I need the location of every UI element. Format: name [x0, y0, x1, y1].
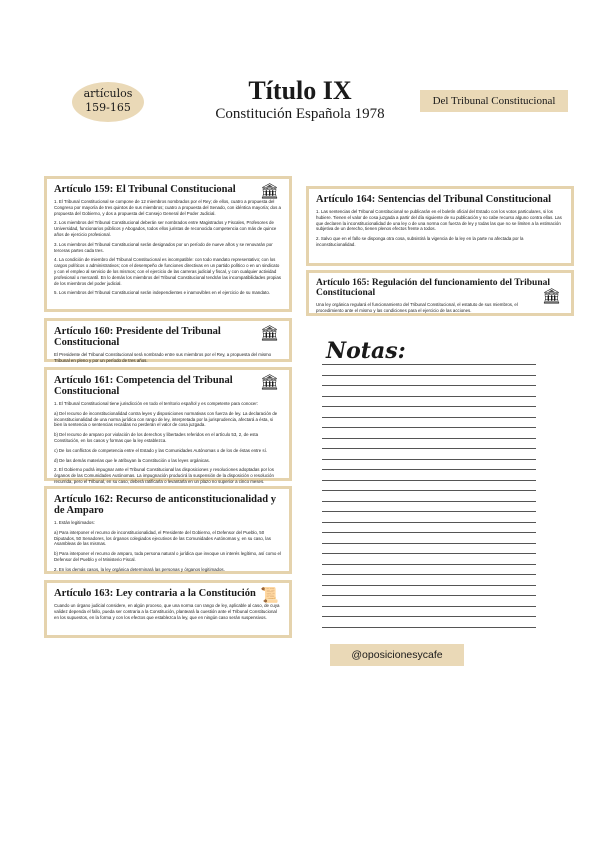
article-159-item: 2. Los miembros del Tribunal Constitucional deberán ser nombrados entre Magistrados y Fiscales, Profesores de Universidad, funcionarios públicos y Abogados, todos ellos juristas de reconocida competencia con más de quince años de ejercicio profesional.	[54, 220, 277, 237]
notes-line	[322, 438, 536, 439]
badge-line-2: 159-165	[85, 101, 131, 114]
notes-line	[322, 606, 536, 607]
notes-line	[322, 427, 536, 428]
article-159-item: 5. Los miembros del Tribunal Constitucional serán independientes e inamovibles en el ejercicio de su mandato.	[54, 290, 270, 296]
article-159-item: 1. El Tribunal Constitucional se compone de 12 miembros nombrados por el Rey; de ellos, cuatro a propuesta del Congreso por mayoría de tres quintos de sus miembros; cuatro a propuesta del Senado, con idéntica mayoría; dos a propuesta del Gobierno, y dos a propuesta del Consejo General del Poder Judicial.	[54, 199, 281, 216]
notes-line	[322, 543, 536, 544]
notes-line	[322, 459, 536, 460]
article-162-item: b) Para interponer el recurso de amparo, toda persona natural o jurídica que invoque un interés legítimo, así como el Defensor del Pueblo y el Ministerio Fiscal.	[54, 551, 281, 562]
article-164-item: 1. Las sentencias del Tribunal Constitucional se publicarán en el boletín oficial del Estado con los votos particulares, si los hubiere. Tienen el valor de cosa juzgada a partir del día siguiente de su publicación y no cabe recurso alguno contra ellas. Las que declaren la inconstitucionalidad de una ley o de una norma con fuerza de ley y todas las que no se limiten a la estimación subjetiva de un derecho, tienen plenos efectos frente a todos.	[316, 209, 562, 232]
article-161-item: 2. El Gobierno podrá impugnar ante el Tribunal Constitucional las disposiciones y resoluciones adoptadas por los órganos de las Comunidades Autónomas. La impugnación producirá la suspensión de la disposición o resolución recurrida, pero el Tribunal, en su caso, deberá ratificarla o levantarla en un plazo no superior a cinco meses.	[54, 467, 274, 484]
article-159-item: 4. La condición de miembro del Tribunal Constitucional es incompatible: con todo mandato representativo; con los cargos políticos o administrativos; con el desempeño de funciones directivas en un partido político o en un sindicato y con el empleo al servicio de los mismos; con el ejercicio de las carreras judicial y fiscal, y con cualquier actividad profesional o mercantil. En lo demás los miembros del Tribunal Constitucional tendrán las incompatibilidades propias de los miembros del poder judicial.	[54, 257, 281, 286]
social-handle: @oposicionesycafe	[330, 644, 464, 666]
notes-line	[322, 627, 536, 628]
article-161-item: c) De los conflictos de competencia entre el Estado y las Comunidades Autónomas o de los de éstas entre sí.	[54, 447, 268, 453]
notes-line	[322, 564, 536, 565]
notes-line	[322, 417, 536, 418]
article-161-item: a) Del recurso de inconstitucionalidad contra leyes y disposiciones normativas con fuerza de ley. La declaración de inconstitucionalidad de una norma jurídica con rango de ley, interpretada por la jurisprudencia, afectará a ésta, si bien la sentencia o sentencias recaídas no perderán el valor de cosa juzgada.	[54, 410, 278, 428]
card-article-160	[44, 318, 292, 362]
article-162-item: 2. En los demás casos, la ley orgánica determinará las personas y órganos legitimados.	[54, 566, 225, 572]
article-165-text: Una ley orgánica regulará el funcionamiento del Tribunal Constitucional, el estatuto de sus miembros, el procedimiento ante el mismo y las condiciones para el ejercicio de las acciones.	[316, 302, 518, 313]
article-164-title: Artículo 164: Sentencias del Tribunal Constitucional	[316, 194, 552, 205]
court-building-icon: 🏛	[259, 374, 279, 391]
notes-line	[322, 595, 536, 596]
notes-line	[322, 406, 536, 407]
card-article-159	[44, 176, 292, 312]
badge-line-1: artículos	[83, 87, 133, 100]
page-subtitle: Constitución Española 1978	[215, 106, 385, 122]
notes-title: Notas:	[326, 338, 406, 364]
notes-line	[322, 553, 536, 554]
article-163-title: Artículo 163: Ley contraria a la Constitución	[54, 588, 256, 599]
article-160-title: Artículo 160: Presidente del Tribunal Constitucional	[54, 326, 221, 348]
notes-line	[322, 469, 536, 470]
notes-line	[322, 532, 536, 533]
card-article-164	[306, 186, 574, 266]
notes-line	[322, 490, 536, 491]
article-163-text: Cuando un órgano judicial considere, en algún proceso, que una norma con rango de ley, aplicable al caso, de cuya validez dependa el fallo, pueda ser contraria a la Constitución, planteará la cuestión ante el Tribunal Constitucional en los supuestos, en la forma y con los efectos que establezca la ley, que en ningún caso serán suspensivos.	[54, 603, 280, 620]
notes-line	[322, 585, 536, 586]
card-article-161	[44, 367, 292, 484]
page-title: Título IX	[248, 76, 352, 105]
notes-line	[322, 616, 536, 617]
article-159-item: 3. Los miembros del Tribunal Constitucional serán designados por un período de nueve años y se renovarán por terceras partes cada tres.	[54, 241, 273, 253]
article-165-title: Artículo 165: Regulación del funcionamiento del Tribunal Constitucional	[316, 278, 550, 298]
notes-line	[322, 522, 536, 523]
notes-line	[322, 396, 536, 397]
notes-line	[322, 448, 536, 449]
court-building-icon: 🏛	[259, 183, 279, 200]
article-162-item: 1. Están legitimados:	[54, 520, 95, 525]
card-article-162	[44, 486, 292, 574]
card-article-165	[306, 270, 574, 316]
articles-badge	[72, 82, 144, 122]
notes-line	[322, 574, 536, 575]
notes-line	[322, 385, 536, 386]
article-162-item: a) Para interponer el recurso de inconstitucionalidad, el Presidente del Gobierno, el Defensor del Pueblo, 50 Diputados, 50 Senadores, los órganos colegiados ejecutivos de las Comunidades Autónomas y, en su caso, las Asambleas de las mismas.	[54, 529, 271, 547]
court-building-icon: 🏛	[259, 325, 279, 342]
article-161-title: Artículo 161: Competencia del Tribunal Constitucional	[54, 375, 233, 397]
court-building-icon: 🏛	[541, 288, 561, 305]
article-164-item: 2. Salvo que en el fallo se disponga otra cosa, subsistirá la vigencia de la ley en la parte no afectada por la inconstitucionalidad.	[316, 236, 524, 247]
article-161-item: 1. El Tribunal Constitucional tiene jurisdicción en todo el territorio español y es competente para conocer:	[54, 401, 259, 406]
article-161-item: b) Del recurso de amparo por violación de los derechos y libertades referidos en el artículo 53, 2, de esta Constitución, en los casos y formas que la ley establezca.	[54, 432, 259, 443]
card-article-163	[44, 580, 292, 638]
notes-line	[322, 364, 536, 365]
article-160-text: El Presidente del Tribunal Constitucional será nombrado entre sus miembros por el Rey, a propuesta del mismo Tribunal en pleno y por un período de tres años.	[54, 352, 272, 363]
article-162-title: Artículo 162: Recurso de anticonstitucionalidad y de Amparo	[54, 494, 276, 516]
article-159-title: Artículo 159: El Tribunal Constitucional	[54, 184, 236, 195]
notes-line	[322, 480, 536, 481]
document-icon: 📜	[260, 587, 279, 604]
article-161-item: d) De las demás materias que le atribuyan la Constitución o las leyes orgánicas.	[54, 457, 210, 463]
notes-line	[322, 511, 536, 512]
section-tag: Del Tribunal Constitucional	[420, 90, 568, 112]
notes-line	[322, 501, 536, 502]
notes-line	[322, 375, 536, 376]
